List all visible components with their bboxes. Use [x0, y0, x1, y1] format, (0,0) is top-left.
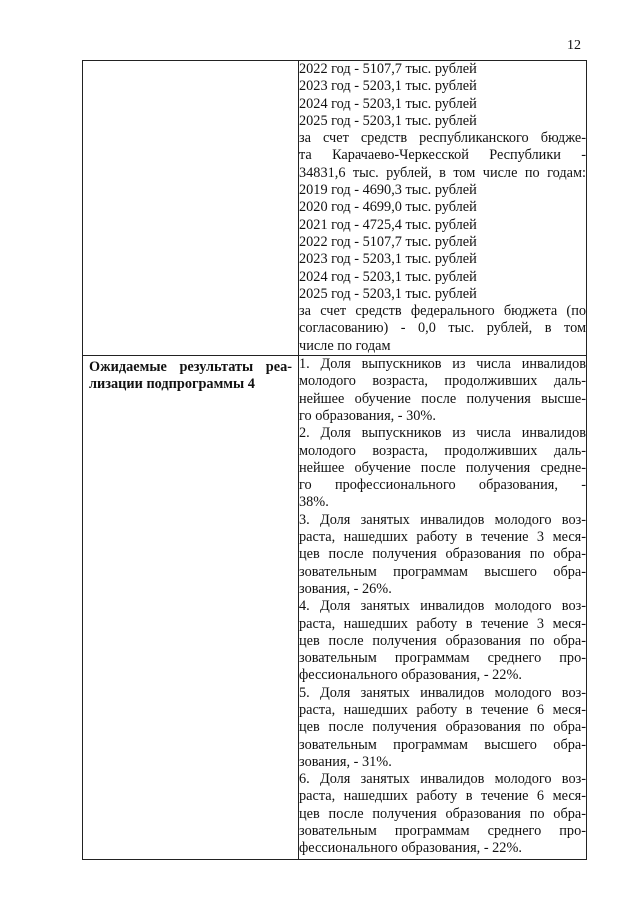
result-line: цев после получения образования по обра- [299, 719, 586, 736]
result-line: зования, - 26%. [299, 580, 392, 597]
result-line: 2. Доля выпускников из числа инвалидов [299, 425, 586, 442]
funding-line: та Карачаево-Черкесской Республики - [299, 147, 586, 164]
result-line: нейшее обучение после получения средне- [299, 459, 586, 476]
results-cell [299, 356, 587, 860]
result-line: раста, нашедших работу в течение 6 меся- [299, 788, 586, 805]
result-line: фессионального образования, - 22%. [299, 840, 522, 857]
result-line: фессионального образования, - 22%. [299, 667, 522, 684]
funding-line: числе по годам [299, 337, 391, 354]
result-line: зования, - 31%. [299, 753, 392, 770]
results-label-line: Ожидаемые результаты реа- [89, 359, 292, 376]
page-number: 12 [567, 38, 581, 53]
result-line: молодого возраста, продолживших даль- [299, 373, 586, 390]
result-line: зовательным программам высшего обра- [299, 563, 586, 580]
results-label-line: лизации подпрограммы 4 [89, 376, 255, 393]
result-line: молодого возраста, продолживших даль- [299, 442, 586, 459]
result-line: 38%. [299, 494, 329, 511]
result-line: раста, нашедших работу в течение 6 меся- [299, 701, 586, 718]
result-line: зовательным программам среднего про- [299, 823, 586, 840]
funding-line: 2025 год - 5203,1 тыс. рублей [299, 112, 477, 129]
result-line: раста, нашедших работу в течение 3 меся- [299, 615, 586, 632]
funding-line: 2022 год - 5107,7 тыс. рублей [299, 233, 477, 250]
table-row-funding [83, 61, 587, 356]
result-line: 6. Доля занятых инвалидов молодого воз- [299, 771, 586, 788]
funding-line: 2022 год - 5107,7 тыс. рублей [299, 61, 477, 77]
result-line: го профессионального образования, - [299, 477, 586, 494]
funding-cell [299, 61, 587, 356]
funding-line: 2025 год - 5203,1 тыс. рублей [299, 285, 477, 302]
result-line: 5. Доля занятых инвалидов молодого воз- [299, 684, 586, 701]
result-line: раста, нашедших работу в течение 3 меся- [299, 529, 586, 546]
document-table [82, 60, 587, 860]
funding-line: 2023 год - 5203,1 тыс. рублей [299, 78, 477, 95]
result-line: цев после получения образования по обра- [299, 805, 586, 822]
result-line: 4. Доля занятых инвалидов молодого воз- [299, 598, 586, 615]
result-line: цев после получения образования по обра- [299, 632, 586, 649]
result-line: зовательным программам высшего обра- [299, 736, 586, 753]
table-row-results [83, 356, 587, 860]
funding-line: за счет средств республиканского бюдже- [299, 130, 586, 147]
results-label-cell [83, 356, 299, 860]
funding-label-cell [83, 61, 299, 356]
funding-line: 2024 год - 5203,1 тыс. рублей [299, 268, 477, 285]
funding-line: согласованию) - 0,0 тыс. рублей, в том [299, 320, 586, 337]
result-line: зовательным программам среднего про- [299, 650, 586, 667]
funding-line: 34831,6 тыс. рублей, в том числе по годам: [299, 164, 586, 181]
funding-line: 2020 год - 4699,0 тыс. рублей [299, 199, 477, 216]
funding-line: 2023 год - 5203,1 тыс. рублей [299, 251, 477, 268]
funding-line: за счет средств федерального бюджета (по [299, 303, 586, 320]
result-line: 3. Доля занятых инвалидов молодого воз- [299, 511, 586, 528]
result-line: нейшее обучение после получения высше- [299, 390, 586, 407]
funding-line: 2024 год - 5203,1 тыс. рублей [299, 95, 477, 112]
result-line: цев после получения образования по обра- [299, 546, 586, 563]
result-line: го образования, - 30%. [299, 407, 436, 424]
funding-line: 2021 год - 4725,4 тыс. рублей [299, 216, 477, 233]
result-line: 1. Доля выпускников из числа инвалидов [299, 356, 586, 373]
funding-line: 2019 год - 4690,3 тыс. рублей [299, 182, 477, 199]
